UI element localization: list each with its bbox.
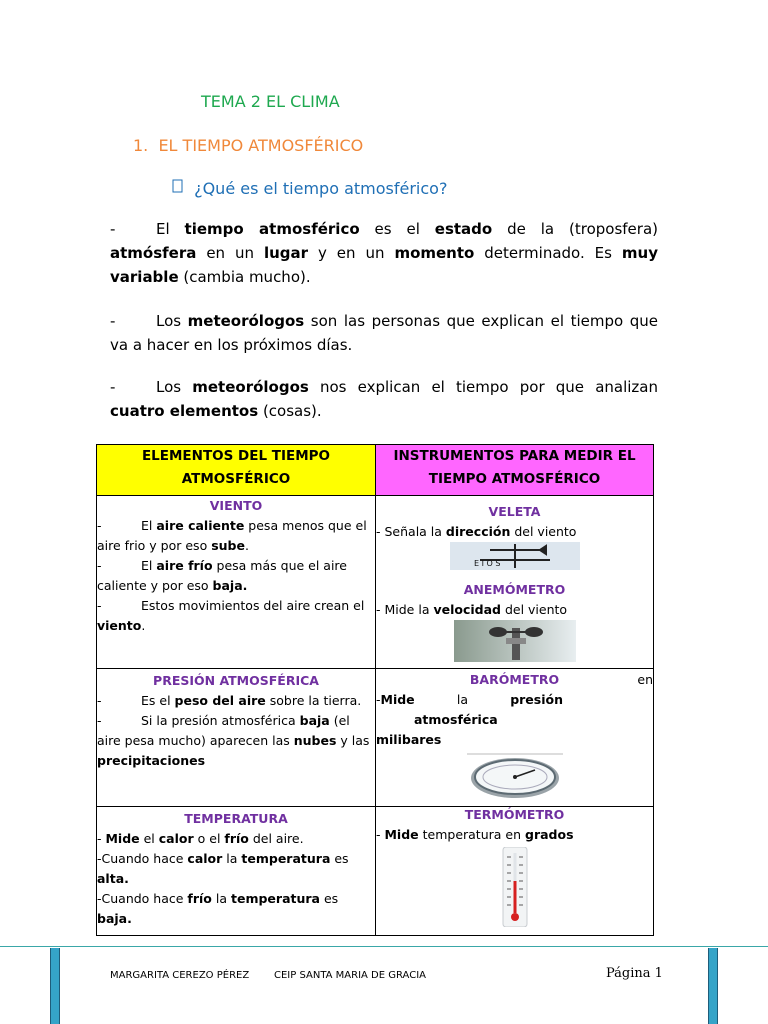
footer-bar-right — [708, 948, 718, 1024]
text-bold: lugar — [263, 244, 309, 262]
dash: - — [110, 312, 116, 330]
text: El — [156, 220, 185, 238]
text-bold: atmósfera — [110, 244, 197, 262]
paragraph-3 — [110, 375, 658, 423]
anemometer-image — [376, 620, 653, 668]
text: y en un — [308, 244, 395, 262]
text-bold: momento — [394, 244, 475, 262]
paragraph-2 — [110, 309, 658, 357]
list-item: - El aire caliente pesa menos que el aire frio y por eso sube. — [97, 518, 367, 553]
cell-termometro — [376, 807, 654, 936]
question-text: ¿Qué es el tiempo atmosférico? — [194, 179, 448, 198]
text: Los — [156, 378, 193, 396]
cell-viento — [97, 496, 376, 669]
text: nos explican el tiempo por que analizan — [308, 378, 658, 396]
header-elements: ELEMENTOS DEL TIEMPO ATMOSFÉRICO — [97, 445, 376, 496]
instrument-desc: - Señala la dirección del viento — [376, 524, 577, 539]
dash: - — [110, 220, 116, 238]
text: determinado. Es — [474, 244, 622, 262]
instrument-title: ANEMÓMETRO — [463, 582, 566, 597]
instrument-desc: -Mide la presión — [376, 692, 563, 707]
question-heading — [172, 178, 447, 198]
list-item: - Estos movimientos del aire crean el viento. — [97, 598, 365, 633]
text-bold: tiempo atmosférico — [184, 220, 360, 238]
dash: - — [110, 378, 116, 396]
page-title: TEMA 2 EL CLIMA — [201, 92, 340, 111]
text-bold: estado — [434, 220, 493, 238]
instrument-desc: - Mide la velocidad del viento — [376, 602, 568, 617]
list-item: - Mide el calor o el frío del aire. — [97, 831, 304, 846]
weather-vane-image — [376, 542, 653, 576]
list-item: - Si la presión atmosférica baja (el aire pesa mucho) aparecen las nubes y las precipitaciones — [97, 713, 370, 768]
cell-temperatura — [97, 807, 376, 936]
thermometer-image — [376, 847, 653, 933]
instrument-title: TERMÓMETRO — [464, 807, 565, 822]
cell-presion — [97, 669, 376, 807]
table-row-temperatura — [97, 807, 654, 936]
table-row-presion — [97, 669, 654, 807]
text: (cambia mucho). — [178, 268, 311, 286]
category-title: TEMPERATURA — [184, 811, 288, 826]
elements-table — [96, 444, 654, 936]
header-instruments: INSTRUMENTOS PARA MEDIR EL TIEMPO ATMOSFÉRICO — [376, 445, 654, 496]
footer-school: CEIP SANTA MARIA DE GRACIA — [274, 970, 426, 981]
text-bold: meteorólogos — [192, 378, 309, 396]
instrument-title: BARÓMETRO — [469, 672, 560, 687]
checkbox-bullet-icon — [172, 179, 188, 198]
category-title: PRESIÓN ATMOSFÉRICA — [153, 673, 319, 688]
footer-bar-left — [50, 948, 60, 1024]
list-item: -Cuando hace calor la temperatura es alta. — [97, 851, 349, 886]
text: (cosas). — [258, 402, 322, 420]
category-title: VIENTO — [209, 498, 263, 513]
text: son las personas que explican el tiempo que va a hacer en los próximos días. — [110, 312, 658, 354]
list-item: -Cuando hace frío la temperatura es baja. — [97, 891, 339, 926]
instrument-desc: - Mide temperatura en grados — [376, 827, 574, 842]
section-title: EL TIEMPO ATMOSFÉRICO — [158, 136, 364, 155]
instrument-desc-cont: atmosférica — [414, 712, 498, 727]
list-item: - El aire frío pesa más que el aire caliente y por eso baja. — [97, 558, 347, 593]
instrument-desc-cont: milibares — [376, 732, 442, 747]
text: en un — [196, 244, 264, 262]
text: Los — [156, 312, 188, 330]
cell-veleta-anemometro — [376, 496, 654, 669]
paragraph-1 — [110, 217, 658, 289]
text-bold: muy variable — [110, 244, 658, 286]
text: es el — [359, 220, 435, 238]
cell-barometro — [376, 669, 654, 807]
svg-text:E I O S: E I O S — [473, 559, 500, 568]
footer-divider — [0, 946, 768, 947]
section-number: 1. — [133, 136, 149, 155]
instrument-title: VELETA — [488, 504, 541, 519]
footer-author: MARGARITA CEREZO PÉREZ — [110, 970, 250, 981]
table-row-viento — [97, 496, 654, 669]
barometer-image — [376, 752, 653, 806]
text-bold: meteorólogos — [187, 312, 305, 330]
text: de la (troposfera) — [492, 220, 658, 238]
page-number: Página 1 — [606, 966, 663, 981]
section-heading — [133, 136, 363, 155]
text: en — [637, 672, 653, 687]
list-item: - Es el peso del aire sobre la tierra. — [97, 693, 362, 708]
text-bold: cuatro elementos — [110, 402, 259, 420]
